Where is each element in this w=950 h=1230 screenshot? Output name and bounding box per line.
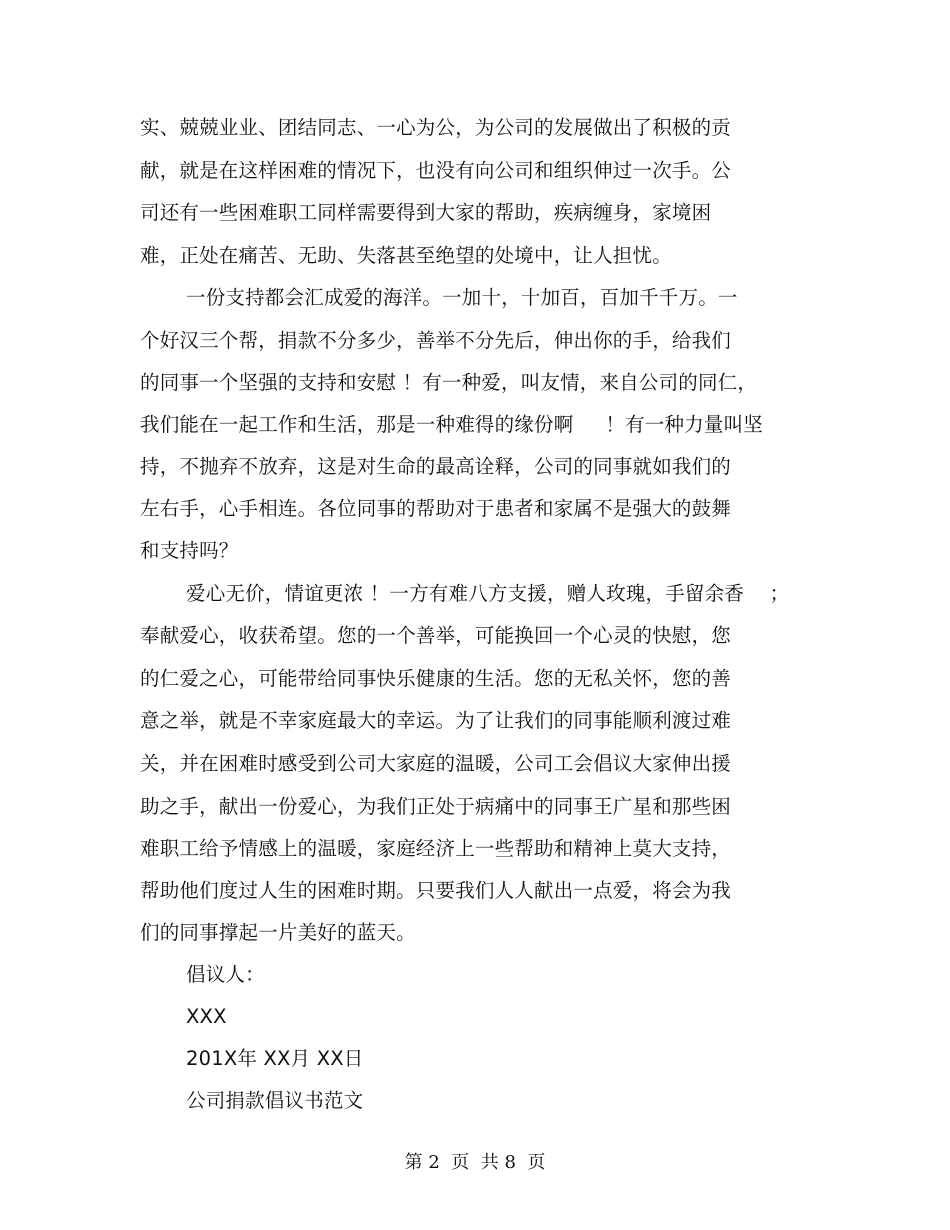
- text-line: 难职工给予情感上的温暖，家庭经济上一些帮助和精神上莫大支持，: [140, 837, 732, 860]
- text-line: 司还有一些困难职工同样需要得到大家的帮助，疾病缠身，家境困: [140, 201, 712, 224]
- page-number-footer: 第 2 页 共 8 页: [404, 1152, 546, 1173]
- text-line: 意之举，就是不幸家庭最大的幸运。为了让我们的同事能顺利渡过难: [140, 709, 732, 732]
- text-line: 实、兢兢业业、团结同志、一心为公，为公司的发展做出了积极的贡: [140, 116, 732, 139]
- text-line: 我们能在一起工作和生活，那是一种难得的缘份啊 ！有一种力量叫坚: [140, 413, 763, 436]
- signature-label: 倡议人：: [186, 963, 265, 986]
- paragraph-start-line: 爱心无价，情谊更浓 ！一方有难八方支援，赠人玫瑰，手留余香 ；: [186, 582, 790, 605]
- signature-date: 201X年 XX月 XX日: [186, 1047, 364, 1070]
- text-line: 和支持吗？: [140, 539, 239, 562]
- text-line: 们的同事撑起一片美好的蓝天。: [140, 921, 416, 944]
- paragraph-start-line: 一份支持都会汇成爱的海洋。一加十，十加百，百加千千万。一: [186, 286, 738, 309]
- text-line: 帮助他们度过人生的困难时期。只要我们人人献出一点爱，将会为我: [140, 879, 732, 902]
- text-line: 个好汉三个帮，捐款不分多少，善举不分先后，伸出你的手，给我们: [140, 329, 732, 352]
- text-line: 的同事一个坚强的支持和安慰 ！有一种爱，叫友情，来自公司的同仁，: [140, 371, 758, 394]
- text-line: 持，不抛弃不放弃，这是对生命的最高诠释，公司的同事就如我们的: [140, 455, 732, 478]
- text-line: 的仁爱之心，可能带给同事快乐健康的生活。您的无私关怀，您的善: [140, 667, 732, 690]
- text-line: 难，正处在痛苦、无助、失落甚至绝望的处境中，让人担忧。: [140, 244, 672, 267]
- text-line: 献，就是在这样困难的情况下，也没有向公司和组织伸过一次手。公: [140, 159, 732, 182]
- next-document-title: 公司捐款倡议书范文: [186, 1089, 364, 1112]
- text-line: 奉献爱心，收获希望。您的一个善举，可能换回一个心灵的快慰，您: [140, 624, 732, 647]
- signature-name: XXX: [186, 1005, 227, 1028]
- text-line: 关，并在困难时感受到公司大家庭的温暖，公司工会倡议大家伸出援: [140, 752, 732, 775]
- text-line: 助之手，献出一份爱心，为我们正处于病痛中的同事王广星和那些困: [140, 795, 732, 818]
- text-line: 左右手，心手相连。各位同事的帮助对于患者和家属不是强大的鼓舞: [140, 497, 732, 520]
